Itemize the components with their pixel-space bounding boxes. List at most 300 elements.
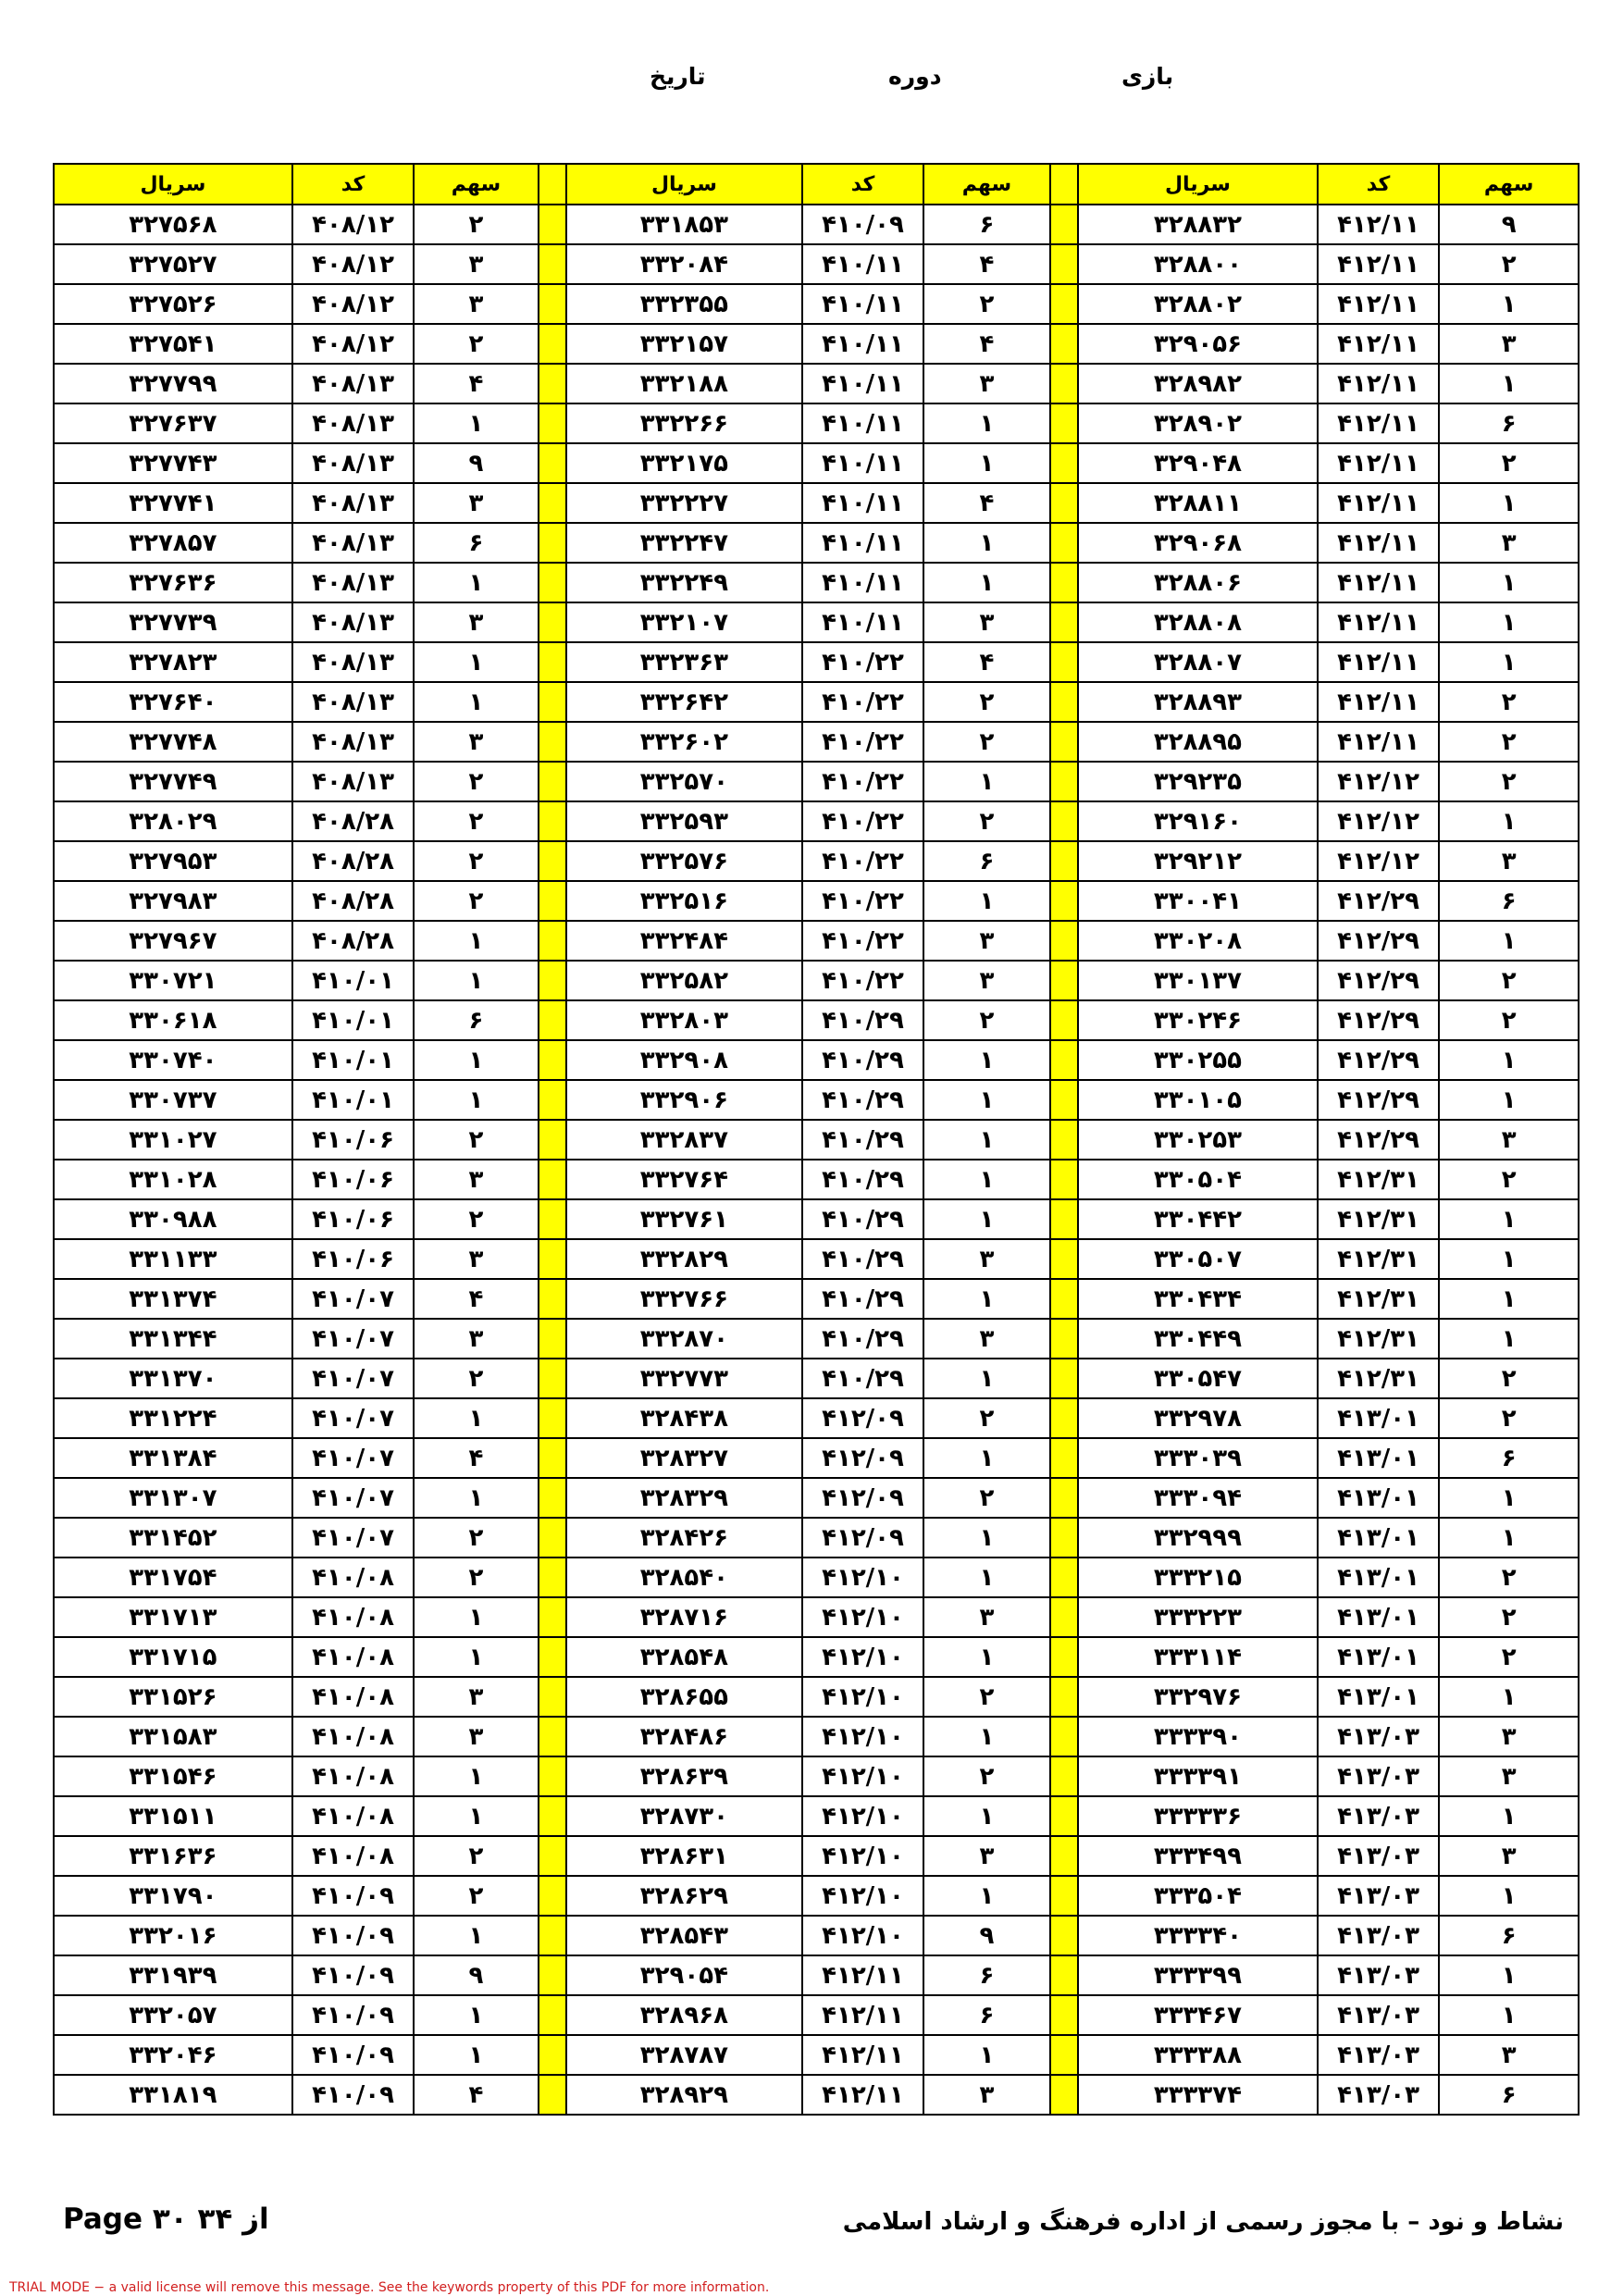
table-row <box>54 1199 1579 1239</box>
code-header: کد <box>292 164 414 205</box>
code-cell: ۴۱۰/۰۱ <box>292 1000 414 1040</box>
share-cell: ۲ <box>414 1558 538 1597</box>
share-cell: ۹ <box>923 1916 1049 1955</box>
code-cell: ۴۰۸/۱۲ <box>292 284 414 324</box>
code-cell: ۴۱۳/۰۱ <box>1318 1478 1439 1518</box>
share-cell: ۲ <box>1439 682 1579 722</box>
serial-cell: ۳۳۲۸۰۳ <box>566 1000 802 1040</box>
share-cell: ۴ <box>414 1438 538 1478</box>
code-cell: ۴۱۰/۰۶ <box>292 1239 414 1279</box>
code-cell: ۴۱۲/۳۱ <box>1318 1160 1439 1199</box>
serial-cell: ۳۳۰۷۲۱ <box>54 961 292 1000</box>
code-cell: ۴۱۳/۰۱ <box>1318 1398 1439 1438</box>
column-separator <box>539 1040 566 1080</box>
serial-cell: ۳۲۸۸۳۲ <box>1078 205 1318 244</box>
share-cell: ۱ <box>414 682 538 722</box>
table-row <box>54 1398 1579 1438</box>
code-cell: ۴۱۰/۰۷ <box>292 1518 414 1558</box>
serial-cell: ۳۲۹۲۱۲ <box>1078 841 1318 881</box>
serial-cell: ۳۳۲۸۳۷ <box>566 1120 802 1160</box>
table-row <box>54 523 1579 563</box>
share-cell: ۳ <box>414 1319 538 1359</box>
code-cell: ۴۱۰/۲۹ <box>802 1000 923 1040</box>
serial-cell: ۳۳۰۴۴۲ <box>1078 1199 1318 1239</box>
column-separator <box>1050 1796 1078 1836</box>
code-cell: ۴۱۲/۱۱ <box>1318 722 1439 762</box>
code-cell: ۴۱۰/۰۷ <box>292 1279 414 1319</box>
code-cell: ۴۱۲/۱۱ <box>1318 205 1439 244</box>
column-separator <box>539 364 566 403</box>
serial-cell: ۳۳۲۷۷۳ <box>566 1359 802 1398</box>
column-separator <box>1050 841 1078 881</box>
code-cell: ۴۱۲/۲۹ <box>1318 881 1439 921</box>
table-row <box>54 284 1579 324</box>
serial-cell: ۳۳۲۲۶۶ <box>566 403 802 443</box>
serial-cell: ۳۳۱۷۱۳ <box>54 1597 292 1637</box>
table-row <box>54 205 1579 244</box>
column-separator <box>539 1955 566 1995</box>
table-row <box>54 682 1579 722</box>
serial-cell: ۳۳۲۹۰۸ <box>566 1040 802 1080</box>
serial-cell: ۳۳۳۳۹۹ <box>1078 1955 1318 1995</box>
share-cell: ۱ <box>1439 563 1579 602</box>
code-cell: ۴۱۳/۰۱ <box>1318 1438 1439 1478</box>
code-header: کد <box>1318 164 1439 205</box>
share-cell: ۶ <box>1439 403 1579 443</box>
code-cell: ۴۱۰/۱۱ <box>802 563 923 602</box>
code-cell: ۴۱۳/۰۱ <box>1318 1558 1439 1597</box>
serial-cell: ۳۳۰۵۴۷ <box>1078 1359 1318 1398</box>
share-cell: ۲ <box>414 762 538 801</box>
column-separator <box>1050 1239 1078 1279</box>
share-cell: ۱ <box>923 1637 1049 1677</box>
code-cell: ۴۱۲/۱۱ <box>1318 403 1439 443</box>
code-cell: ۴۱۲/۲۹ <box>1318 1000 1439 1040</box>
share-cell: ۱ <box>1439 602 1579 642</box>
share-cell: ۳ <box>923 364 1049 403</box>
column-separator <box>1050 1000 1078 1040</box>
share-cell: ۲ <box>1439 1398 1579 1438</box>
serial-cell: ۳۲۸۹۰۲ <box>1078 403 1318 443</box>
serial-cell: ۳۳۱۵۸۳ <box>54 1717 292 1756</box>
column-separator <box>539 841 566 881</box>
serial-cell: ۳۲۹۲۳۵ <box>1078 762 1318 801</box>
code-cell: ۴۱۲/۱۱ <box>1318 324 1439 364</box>
code-cell: ۴۱۰/۰۹ <box>292 1995 414 2035</box>
trial-mode-notice: TRIAL MODE − a valid license will remove this message. See the keywords property of this PDF for more information. <box>9 2280 770 2295</box>
share-cell: ۱ <box>1439 1279 1579 1319</box>
column-separator <box>539 1756 566 1796</box>
table-row <box>54 642 1579 682</box>
code-cell: ۴۱۰/۱۱ <box>802 244 923 284</box>
code-cell: ۴۱۳/۰۳ <box>1318 1717 1439 1756</box>
column-separator <box>539 443 566 483</box>
share-header: سهم <box>414 164 538 205</box>
column-separator <box>539 1199 566 1239</box>
serial-cell: ۳۲۸۹۸۲ <box>1078 364 1318 403</box>
share-cell: ۶ <box>923 841 1049 881</box>
column-separator <box>539 1995 566 2035</box>
table-row <box>54 1995 1579 2035</box>
share-cell: ۱ <box>923 881 1049 921</box>
table-row <box>54 1756 1579 1796</box>
serial-cell: ۳۲۸۸۰۷ <box>1078 642 1318 682</box>
code-cell: ۴۰۸/۱۳ <box>292 563 414 602</box>
serial-cell: ۳۳۲۵۱۶ <box>566 881 802 921</box>
code-cell: ۴۱۲/۰۹ <box>802 1518 923 1558</box>
serial-cell: ۳۲۷۵۲۷ <box>54 244 292 284</box>
share-cell: ۲ <box>923 1398 1049 1438</box>
code-cell: ۴۱۳/۰۳ <box>1318 1756 1439 1796</box>
table-header-row <box>54 164 1579 205</box>
serial-cell: ۳۳۱۵۱۱ <box>54 1796 292 1836</box>
code-cell: ۴۱۰/۰۹ <box>802 205 923 244</box>
serial-cell: ۳۲۸۸۰۰ <box>1078 244 1318 284</box>
serial-cell: ۳۳۲۰۱۶ <box>54 1916 292 1955</box>
code-cell: ۴۰۸/۱۳ <box>292 443 414 483</box>
column-separator <box>1050 563 1078 602</box>
column-separator <box>1050 443 1078 483</box>
share-cell: ۲ <box>1439 1597 1579 1637</box>
share-cell: ۶ <box>923 1955 1049 1995</box>
code-cell: ۴۱۰/۰۸ <box>292 1717 414 1756</box>
serial-cell: ۳۳۲۵۹۳ <box>566 801 802 841</box>
share-cell: ۱ <box>1439 1239 1579 1279</box>
share-cell: ۳ <box>923 921 1049 961</box>
serial-cell: ۳۳۲۱۸۸ <box>566 364 802 403</box>
column-separator <box>539 523 566 563</box>
serial-cell: ۳۲۷۷۴۹ <box>54 762 292 801</box>
column-separator <box>1050 1160 1078 1199</box>
serial-cell: ۳۳۳۳۹۰ <box>1078 1717 1318 1756</box>
column-separator <box>1050 1199 1078 1239</box>
column-separator <box>1050 1040 1078 1080</box>
serial-cell: ۳۳۱۸۱۹ <box>54 2075 292 2115</box>
serial-cell: ۳۲۸۷۳۰ <box>566 1796 802 1836</box>
serial-cell: ۳۳۲۰۵۷ <box>54 1995 292 2035</box>
code-cell: ۴۰۸/۱۲ <box>292 205 414 244</box>
column-separator <box>539 961 566 1000</box>
serial-cell: ۳۳۰۲۴۶ <box>1078 1000 1318 1040</box>
share-cell: ۱ <box>923 1796 1049 1836</box>
column-separator <box>539 563 566 602</box>
table-row <box>54 1120 1579 1160</box>
share-cell: ۴ <box>414 2075 538 2115</box>
serial-cell: ۳۳۲۹۰۶ <box>566 1080 802 1120</box>
code-cell: ۴۱۰/۱۱ <box>802 324 923 364</box>
column-separator <box>539 1000 566 1040</box>
code-cell: ۴۱۰/۰۱ <box>292 961 414 1000</box>
table-row <box>54 1876 1579 1916</box>
share-cell: ۱ <box>414 1796 538 1836</box>
serial-cell: ۳۲۸۰۲۹ <box>54 801 292 841</box>
column-separator <box>539 1279 566 1319</box>
column-separator <box>1050 801 1078 841</box>
table-row <box>54 1558 1579 1597</box>
code-cell: ۴۱۲/۰۹ <box>802 1478 923 1518</box>
share-cell: ۱ <box>923 1160 1049 1199</box>
column-separator <box>1050 1279 1078 1319</box>
share-cell: ۳ <box>414 244 538 284</box>
table-row <box>54 602 1579 642</box>
share-cell: ۲ <box>1439 443 1579 483</box>
column-separator <box>539 1518 566 1558</box>
table-row <box>54 364 1579 403</box>
table-row <box>54 1518 1579 1558</box>
table-row <box>54 563 1579 602</box>
column-separator <box>539 2075 566 2115</box>
serial-cell: ۳۳۲۲۴۹ <box>566 563 802 602</box>
serial-cell: ۳۲۸۶۳۹ <box>566 1756 802 1796</box>
column-separator <box>1050 1876 1078 1916</box>
share-cell: ۱ <box>923 1120 1049 1160</box>
serial-cell: ۳۲۷۶۴۰ <box>54 682 292 722</box>
serial-cell: ۳۲۷۵۲۶ <box>54 284 292 324</box>
table-row <box>54 1637 1579 1677</box>
share-cell: ۴ <box>414 364 538 403</box>
code-cell: ۴۰۸/۱۳ <box>292 722 414 762</box>
serial-cell: ۳۳۱۱۳۳ <box>54 1239 292 1279</box>
table-row <box>54 1359 1579 1398</box>
serial-cell: ۳۳۱۹۳۹ <box>54 1955 292 1995</box>
share-cell: ۳ <box>923 1319 1049 1359</box>
share-cell: ۱ <box>414 1040 538 1080</box>
serial-cell: ۳۲۸۶۵۵ <box>566 1677 802 1717</box>
share-cell: ۱ <box>923 1040 1049 1080</box>
code-cell: ۴۱۰/۰۶ <box>292 1120 414 1160</box>
column-separator <box>539 483 566 523</box>
share-cell: ۱ <box>923 1518 1049 1558</box>
code-cell: ۴۱۰/۲۹ <box>802 1120 923 1160</box>
code-cell: ۴۱۰/۲۲ <box>802 961 923 1000</box>
code-cell: ۴۱۰/۰۹ <box>292 1876 414 1916</box>
share-cell: ۳ <box>1439 324 1579 364</box>
table-row <box>54 1796 1579 1836</box>
share-cell: ۳ <box>414 483 538 523</box>
share-cell: ۳ <box>923 2075 1049 2115</box>
share-cell: ۳ <box>1439 1717 1579 1756</box>
share-cell: ۲ <box>414 205 538 244</box>
column-separator <box>539 1080 566 1120</box>
share-cell: ۱ <box>1439 1040 1579 1080</box>
share-cell: ۴ <box>414 1279 538 1319</box>
serial-cell: ۳۲۷۷۴۳ <box>54 443 292 483</box>
serial-cell: ۳۲۸۳۲۷ <box>566 1438 802 1478</box>
code-cell: ۴۱۲/۱۱ <box>1318 284 1439 324</box>
share-cell: ۲ <box>1439 244 1579 284</box>
share-cell: ۲ <box>923 801 1049 841</box>
serial-cell: ۳۳۱۷۱۵ <box>54 1637 292 1677</box>
share-cell: ۶ <box>1439 881 1579 921</box>
code-cell: ۴۱۲/۱۰ <box>802 1717 923 1756</box>
code-cell: ۴۰۸/۱۲ <box>292 324 414 364</box>
table-row <box>54 881 1579 921</box>
code-cell: ۴۱۲/۱۱ <box>802 1955 923 1995</box>
code-cell: ۴۱۳/۰۳ <box>1318 1955 1439 1995</box>
share-cell: ۱ <box>414 403 538 443</box>
column-separator <box>539 1239 566 1279</box>
table-row <box>54 1239 1579 1279</box>
share-cell: ۴ <box>923 483 1049 523</box>
code-cell: ۴۱۰/۰۱ <box>292 1040 414 1080</box>
code-cell: ۴۱۳/۰۱ <box>1318 1597 1439 1637</box>
share-cell: ۲ <box>923 284 1049 324</box>
column-separator <box>1050 1916 1078 1955</box>
column-separator <box>539 642 566 682</box>
serial-cell: ۳۳۲۷۶۴ <box>566 1160 802 1199</box>
share-cell: ۱ <box>414 2035 538 2075</box>
share-cell: ۶ <box>923 1995 1049 2035</box>
code-cell: ۴۱۲/۱۱ <box>1318 443 1439 483</box>
code-cell: ۴۱۲/۱۰ <box>802 1796 923 1836</box>
code-cell: ۴۱۲/۰۹ <box>802 1398 923 1438</box>
share-cell: ۱ <box>923 523 1049 563</box>
share-cell: ۱ <box>923 1438 1049 1478</box>
column-separator <box>539 403 566 443</box>
code-cell: ۴۰۸/۲۸ <box>292 881 414 921</box>
page-number: Page ۳۰ ۳۴ از <box>63 2203 269 2236</box>
serial-cell: ۳۳۲۴۸۴ <box>566 921 802 961</box>
share-cell: ۲ <box>1439 1000 1579 1040</box>
share-cell: ۱ <box>1439 1319 1579 1359</box>
code-cell: ۴۱۰/۱۱ <box>802 443 923 483</box>
code-cell: ۴۱۰/۲۹ <box>802 1040 923 1080</box>
share-cell: ۶ <box>414 523 538 563</box>
share-cell: ۲ <box>414 841 538 881</box>
code-cell: ۴۱۲/۱۱ <box>1318 602 1439 642</box>
serial-cell: ۳۳۲۶۴۲ <box>566 682 802 722</box>
license-notice: نشاط و نود – با مجوز رسمی از اداره فرهنگ و ارشاد اسلامی <box>842 2208 1564 2236</box>
share-cell: ۶ <box>1439 2075 1579 2115</box>
share-cell: ۱ <box>1439 1995 1579 2035</box>
serial-cell: ۳۲۷۷۴۱ <box>54 483 292 523</box>
share-cell: ۴ <box>923 642 1049 682</box>
code-cell: ۴۱۰/۰۶ <box>292 1199 414 1239</box>
table-row <box>54 443 1579 483</box>
serial-cell: ۳۲۹۰۵۶ <box>1078 324 1318 364</box>
code-cell: ۴۱۰/۲۹ <box>802 1279 923 1319</box>
code-cell: ۴۱۲/۱۱ <box>802 2035 923 2075</box>
column-separator <box>539 1916 566 1955</box>
column-separator <box>1050 1438 1078 1478</box>
code-cell: ۴۰۸/۱۳ <box>292 364 414 403</box>
share-cell: ۳ <box>923 1836 1049 1876</box>
serial-cell: ۳۲۷۷۴۸ <box>54 722 292 762</box>
serial-cell: ۳۳۳۵۰۴ <box>1078 1876 1318 1916</box>
serial-cell: ۳۳۱۳۴۴ <box>54 1319 292 1359</box>
share-cell: ۱ <box>923 443 1049 483</box>
share-cell: ۱ <box>923 1876 1049 1916</box>
column-separator <box>1050 1319 1078 1359</box>
code-cell: ۴۱۰/۲۹ <box>802 1199 923 1239</box>
share-cell: ۲ <box>414 881 538 921</box>
share-cell: ۲ <box>414 1199 538 1239</box>
serial-cell: ۳۲۸۴۲۶ <box>566 1518 802 1558</box>
code-cell: ۴۱۳/۰۳ <box>1318 1876 1439 1916</box>
code-cell: ۴۱۲/۱۱ <box>802 1995 923 2035</box>
code-cell: ۴۱۰/۲۹ <box>802 1239 923 1279</box>
code-cell: ۴۱۲/۱۱ <box>1318 642 1439 682</box>
share-cell: ۱ <box>923 1558 1049 1597</box>
table-row <box>54 961 1579 1000</box>
share-cell: ۱ <box>1439 1796 1579 1836</box>
serial-cell: ۳۳۰۹۸۸ <box>54 1199 292 1239</box>
code-cell: ۴۱۲/۳۱ <box>1318 1199 1439 1239</box>
code-cell: ۴۱۲/۱۱ <box>802 2075 923 2115</box>
share-cell: ۳ <box>923 602 1049 642</box>
table-row <box>54 1040 1579 1080</box>
code-cell: ۴۰۸/۲۸ <box>292 801 414 841</box>
serial-cell: ۳۳۳۴۶۷ <box>1078 1995 1318 2035</box>
share-cell: ۱ <box>414 1478 538 1518</box>
column-separator <box>1050 1518 1078 1558</box>
share-cell: ۹ <box>414 443 538 483</box>
column-separator <box>1050 1756 1078 1796</box>
serial-cell: ۳۳۱۲۲۴ <box>54 1398 292 1438</box>
code-cell: ۴۱۲/۱۰ <box>802 1558 923 1597</box>
code-cell: ۴۰۸/۲۸ <box>292 921 414 961</box>
column-separator <box>539 244 566 284</box>
share-cell: ۳ <box>1439 841 1579 881</box>
serial-cell: ۳۳۱۴۵۲ <box>54 1518 292 1558</box>
column-separator <box>539 2035 566 2075</box>
share-cell: ۲ <box>1439 1637 1579 1677</box>
code-cell: ۴۰۸/۱۲ <box>292 244 414 284</box>
column-separator <box>1050 164 1078 205</box>
serial-cell: ۳۳۰۵۰۷ <box>1078 1239 1318 1279</box>
serial-cell: ۳۳۲۷۶۱ <box>566 1199 802 1239</box>
serial-cell: ۳۳۳۲۱۵ <box>1078 1558 1318 1597</box>
share-cell: ۲ <box>414 1836 538 1876</box>
column-separator <box>539 1637 566 1677</box>
code-cell: ۴۰۸/۱۳ <box>292 403 414 443</box>
column-separator <box>539 1359 566 1398</box>
column-separator <box>1050 1080 1078 1120</box>
column-separator <box>1050 403 1078 443</box>
serial-cell: ۳۲۸۸۱۱ <box>1078 483 1318 523</box>
table-row <box>54 921 1579 961</box>
serial-cell: ۳۳۰۵۰۴ <box>1078 1160 1318 1199</box>
code-cell: ۴۱۲/۱۰ <box>802 1836 923 1876</box>
table-row <box>54 1677 1579 1717</box>
serial-cell: ۳۳۰۴۴۹ <box>1078 1319 1318 1359</box>
column-separator <box>1050 1677 1078 1717</box>
share-cell: ۶ <box>1439 1438 1579 1478</box>
column-separator <box>1050 284 1078 324</box>
share-cell: ۲ <box>414 1359 538 1398</box>
table-row <box>54 1597 1579 1637</box>
code-cell: ۴۰۸/۱۳ <box>292 642 414 682</box>
serial-cell: ۳۳۲۵۸۲ <box>566 961 802 1000</box>
serial-cell: ۳۳۰۰۴۱ <box>1078 881 1318 921</box>
share-cell: ۲ <box>923 1756 1049 1796</box>
code-cell: ۴۱۰/۰۸ <box>292 1756 414 1796</box>
share-cell: ۲ <box>414 324 538 364</box>
column-separator <box>1050 1120 1078 1160</box>
share-cell: ۳ <box>414 1239 538 1279</box>
column-separator <box>539 324 566 364</box>
serial-cell: ۳۳۰۱۳۷ <box>1078 961 1318 1000</box>
serial-header: سریال <box>54 164 292 205</box>
serial-cell: ۳۳۲۸۲۹ <box>566 1239 802 1279</box>
code-cell: ۴۱۰/۰۸ <box>292 1637 414 1677</box>
serial-cell: ۳۳۲۰۴۶ <box>54 2035 292 2075</box>
code-cell: ۴۱۲/۲۹ <box>1318 961 1439 1000</box>
serial-cell: ۳۳۰۲۰۸ <box>1078 921 1318 961</box>
column-separator <box>1050 483 1078 523</box>
column-separator <box>1050 762 1078 801</box>
share-cell: ۱ <box>1439 1199 1579 1239</box>
